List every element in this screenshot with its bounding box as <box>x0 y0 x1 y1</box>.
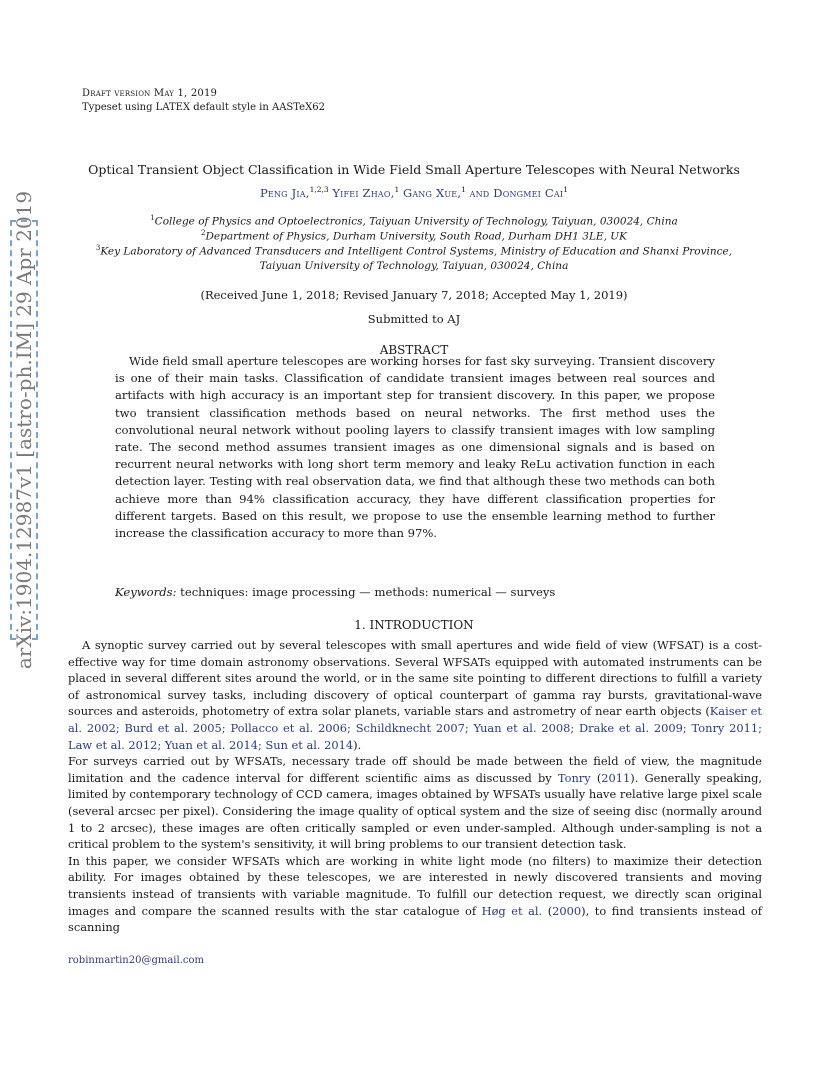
typeset-line: Typeset using LATEX default style in AASTeX62 <box>82 102 325 113</box>
author-name[interactable]: Peng Jia, <box>259 185 310 200</box>
author-affil-mark: 1,2,3 <box>309 185 329 194</box>
author-email[interactable]: robinmartin20@gmail.com <box>68 955 204 966</box>
affiliation-mark: 3 <box>95 244 101 252</box>
paragraph-text: , to find transients instead of scanning <box>68 903 762 935</box>
paragraph-1 <box>68 637 762 753</box>
keywords <box>115 585 555 599</box>
affiliation-mark: 1 <box>150 214 155 222</box>
affiliation-text: College of Physics and Optoelectronics, Taiyuan University of Technology, Taiyuan, 030024, China <box>154 215 678 228</box>
author-name[interactable]: Gang Xue, <box>402 185 462 200</box>
paragraph-text: For surveys carried out by WFSATs, necessary trade off should be made between the field of view, the magnitude limitation and the cadence interval for different scientific aims as discussed by <box>68 754 762 785</box>
paper-title: Optical Transient Object Classification in Wide Field Small Aperture Telescopes with Neural Networks <box>88 162 740 177</box>
author-affil-mark: 1 <box>563 185 569 194</box>
paragraph-3: In this paper, we consider WFSATs which are working in white light mode (no filters) to maximize their detection ability. For images obtained by these telescopes, we are interested in newly discovered transients and moving transients instead of transients with variable magnitude. To fulfill our detection request, we directly scan original images and compare the scanned results with the star catalogue of Høg et al. (2000), to find transients instead of scanning <box>68 853 762 935</box>
affiliation-mark: 2 <box>201 229 206 237</box>
abstract-body: Wide field small aperture telescopes are working horses for fast sky surveying. Transient discovery is one of their main tasks. Classification of candidate transient images between real sources and artifacts with high accuracy is an important step for transient discovery. In this paper, we propose two transient classification methods based on neural networks. The first method uses the convolutional neural network without pooling layers to classify transient images with low sampling rate. The second method assumes transient images as one dimensional signals and is based on recurrent neural networks with long short term memory and leaky ReLu activation function in each detection layer. Testing with real observation data, we find that although these two methods can both achieve more than 94% classification accuracy, they have different classification properties for different targets. Based on this result, we propose to use the ensemble learning method to further increase the classification accuracy to more than 97%. <box>115 354 715 541</box>
submitted-journal: Submitted to AJ <box>367 312 461 326</box>
citation-year-link[interactable]: 2000 <box>552 903 582 918</box>
paragraph-text: In this paper, we consider WFSATs which are working in white light mode (no filters) to maximize their detection ability. For images obtained by these telescopes, we are interested in newly discovered transients and moving transients instead of transients with variable magnitude. To fulfill our detection request, we directly scan original images and compare the scanned results with the star catalogue of <box>68 853 762 918</box>
affiliation-text: Department of Physics, Durham University, South Road, Durham DH1 3LE, UK <box>205 230 627 243</box>
paragraph-text: . Generally speaking, limited by contemporary technology of CCD camera, images obtained by WFSATs usually have relative large pixel scale (several arcsec per pixel). Considering the image quality of optical system and the size of seeing disc (normally around 1 to 2 arcsec), these images are often critically sampled or even under-sampled. Although under-sampling is not a critical problem to the system's sensitivity, it will bring problems to our transient detection task. <box>68 770 762 852</box>
draft-header <box>82 87 325 115</box>
paragraph-text: ). <box>353 737 362 752</box>
keywords-label: Keywords: <box>115 585 177 599</box>
author-affil-mark: 1 <box>461 185 466 194</box>
author-name[interactable]: Yifei Zhao, <box>332 185 395 200</box>
citation-link[interactable]: Kaiser et al. 2002; Burd et al. 2005; Pollacco et al. 2006; Schildknecht 2007; Yuan et al. 2008; Drake et al. 2009; Tonry 2011; Law et al. 2012; Yuan et al. 2014; Sun et al. 2014 <box>68 704 762 752</box>
received-dates: (Received June 1, 2018; Revised January 7, 2018; Accepted May 1, 2019) <box>200 288 628 302</box>
paragraph-2: For surveys carried out by WFSATs, necessary trade off should be made between the field of view, the magnitude limitation and the cadence interval for different scientific aims as discussed by Tonry (2011). Generally speaking, limited by contemporary technology of CCD camera, images obtained by WFSATs usually have relative large pixel scale (several arcsec per pixel). Considering the image quality of optical system and the size of seeing disc (normally around 1 to 2 arcsec), these images are often critically sampled or even under-sampled. Although under-sampling is not a critical problem to the system's sensitivity, it will bring problems to our transient detection task. <box>68 754 762 852</box>
draft-version: Draft version May 1, 2019 <box>82 88 218 99</box>
affiliation-3 <box>80 241 748 273</box>
keywords-list: techniques: image processing — methods: numerical — surveys <box>180 585 556 599</box>
author-affil-mark: 1 <box>394 185 400 194</box>
citation-link[interactable]: Høg et al. <box>481 903 543 918</box>
citation-link[interactable]: Tonry <box>557 770 591 785</box>
author-name[interactable]: and Dongmei Cai <box>469 185 564 200</box>
paragraph-text: A synoptic survey carried out by several telescopes with small apertures and wide field of view (WFSAT) is a cost-effective way for time domain astronomy observations. Several WFSATs equipped with automated instruments can be placed in several different sites around the world, or in the same site pointing to different directions to fulfill a variety of astronomical survey tasks, including discovery of optical counterpart of gamma ray bursts, gravitational-wave sources and asteroids, photometry of extra solar planets, variable stars and astrometry of near earth objects ( <box>68 638 762 719</box>
arxiv-stamp <box>10 190 38 670</box>
section-heading-introduction: 1. INTRODUCTION <box>354 618 474 632</box>
intro-body <box>68 637 762 936</box>
abstract-heading: ABSTRACT <box>379 343 449 357</box>
citation-year-link[interactable]: 2011 <box>601 770 631 785</box>
author-list <box>0 185 828 200</box>
arxiv-id: arXiv:1904.12987v1 [astro-ph.IM] 29 Apr 2019 <box>12 190 36 670</box>
affiliation-text: Key Laboratory of Advanced Transducers and Intelligent Control Systems, Ministry of Education and Shanxi Province, Taiyuan University of Technology, Taiyuan, 030024, China <box>100 245 733 272</box>
